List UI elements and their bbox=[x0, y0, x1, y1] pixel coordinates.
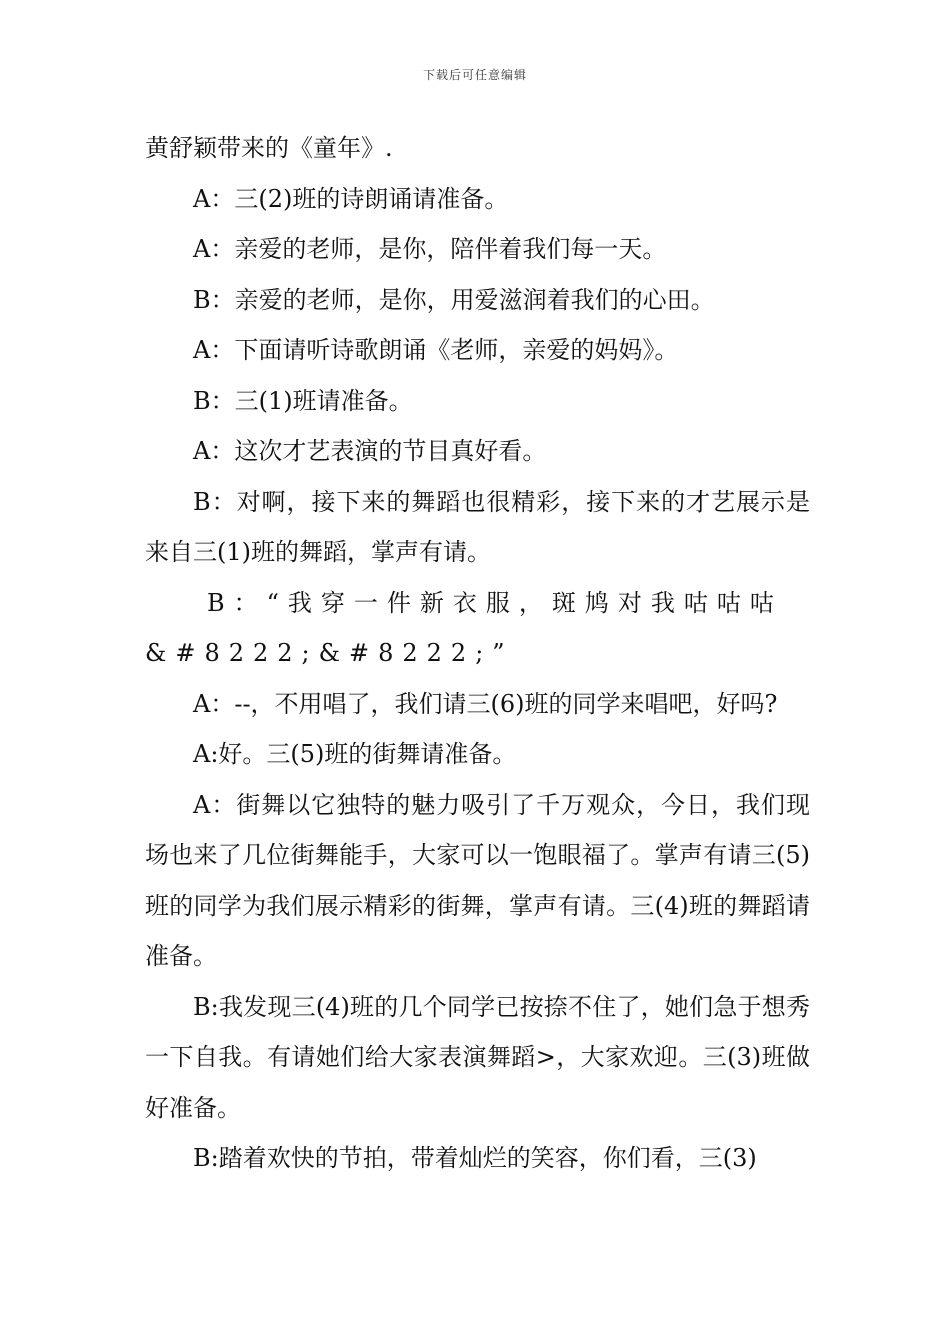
paragraph-dialogue: A：下面请听诗歌朗诵《老师，亲爱的妈妈》。 bbox=[193, 336, 679, 364]
page-header: 下载后可任意编辑 bbox=[422, 68, 527, 82]
paragraph-dialogue: B：对啊，接下来的舞蹈也很精彩，接下来的才艺展示是来自三(1)班的舞蹈，掌声有请。 bbox=[145, 487, 810, 566]
paragraph-dialogue: A：三(2)班的诗朗诵请准备。 bbox=[193, 184, 509, 213]
paragraph-intro-line: 黄舒颖带来的《童年》. bbox=[145, 134, 393, 162]
paragraph-dialogue: B:踏着欢快的节拍，带着灿烂的笑容，你们看，三(3) bbox=[193, 1144, 757, 1172]
paragraph-dialogue: A：这次才艺表演的节目真好看。 bbox=[193, 437, 547, 465]
paragraph-dialogue: A：--，不用唱了，我们请三(6)班的同学来唱吧，好吗? bbox=[193, 689, 778, 718]
document-body bbox=[145, 123, 810, 1184]
paragraph-dialogue-song: B：“我穿一件新衣服，斑鸠对我咕咕咕 &#8222;&#8222;” bbox=[145, 588, 783, 667]
paragraph-dialogue: A:好。三(5)班的街舞请准备。 bbox=[193, 740, 517, 768]
paragraph-dialogue: A：亲爱的老师，是你，陪伴着我们每一天。 bbox=[193, 235, 667, 263]
paragraph-dialogue: B：亲爱的老师，是你，用爱滋润着我们的心田。 bbox=[193, 285, 715, 314]
paragraph-dialogue: A：街舞以它独特的魅力吸引了千万观众，今日，我们现场也来了几位街舞能手，大家可以一饱眼福了。掌声有请三(5)班的同学为我们展示精彩的街舞，掌声有请。三(4)班的舞蹈请准备。 bbox=[145, 790, 810, 970]
paragraph-dialogue: B：三(1)班请准备。 bbox=[193, 386, 413, 415]
paragraph-dialogue: B:我发现三(4)班的几个同学已按捺不住了，她们急于想秀一下自我。有请她们给大家表演舞蹈>，大家欢迎。三(3)班做好准备。 bbox=[145, 992, 810, 1122]
